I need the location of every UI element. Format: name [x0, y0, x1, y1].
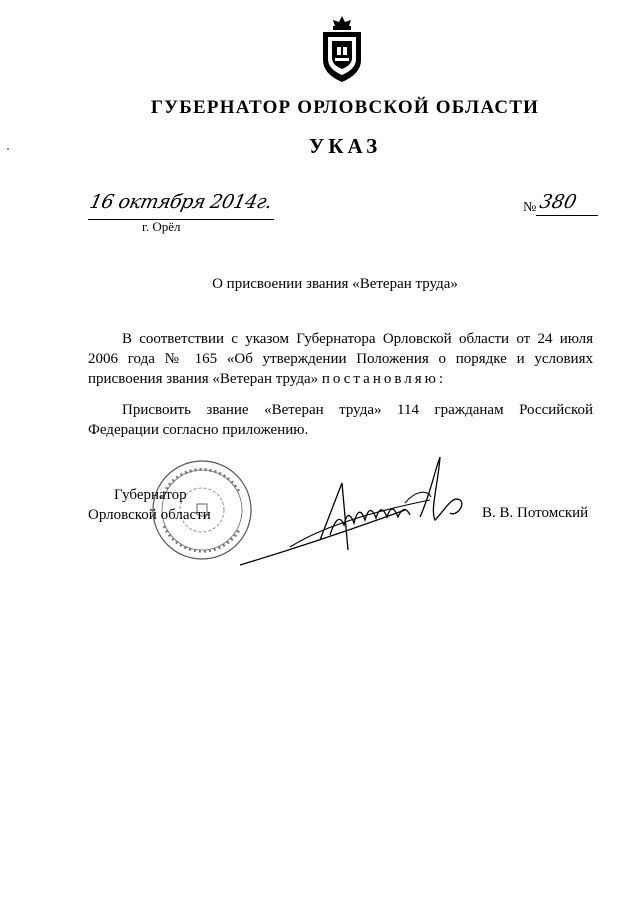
handwritten-number: 380: [537, 191, 579, 213]
issuing-authority: ГУБЕРНАТОР ОРЛОВСКОЙ ОБЛАСТИ: [150, 97, 540, 118]
coat-of-arms-icon: [319, 14, 365, 84]
decree-word: постановляю:: [321, 371, 446, 387]
paragraph-resolution: [88, 400, 593, 440]
signatory-title-line2: Орловской области: [88, 507, 211, 523]
handwritten-signature-icon: [230, 455, 490, 570]
preamble-text: В соответствии с указом Губернатора Орловской области от 24 июля 2006 года № 165 «Об утверждении Положения о порядке и условиях присвоения звания «Ветеран труда»: [88, 331, 593, 387]
city-label: г. Орёл: [142, 219, 181, 234]
handwritten-date: 16 октября 2014г.: [87, 191, 274, 213]
number-sign: №: [523, 200, 537, 215]
resolution-text: Присвоить звание «Ветеран труда» 114 гражданам Российской Федерации согласно приложению.: [88, 402, 593, 438]
paragraph-preamble: [88, 329, 593, 389]
number-underline: [536, 215, 598, 216]
date-underline: [88, 219, 274, 220]
document-type: УКАЗ: [308, 134, 382, 158]
signatory-name: В. В. Потомский: [482, 505, 589, 521]
decree-subject: О присвоении звания «Ветеран труда»: [212, 276, 458, 292]
signatory-title: [88, 485, 211, 525]
signatory-title-line1: Губернатор: [114, 487, 187, 503]
